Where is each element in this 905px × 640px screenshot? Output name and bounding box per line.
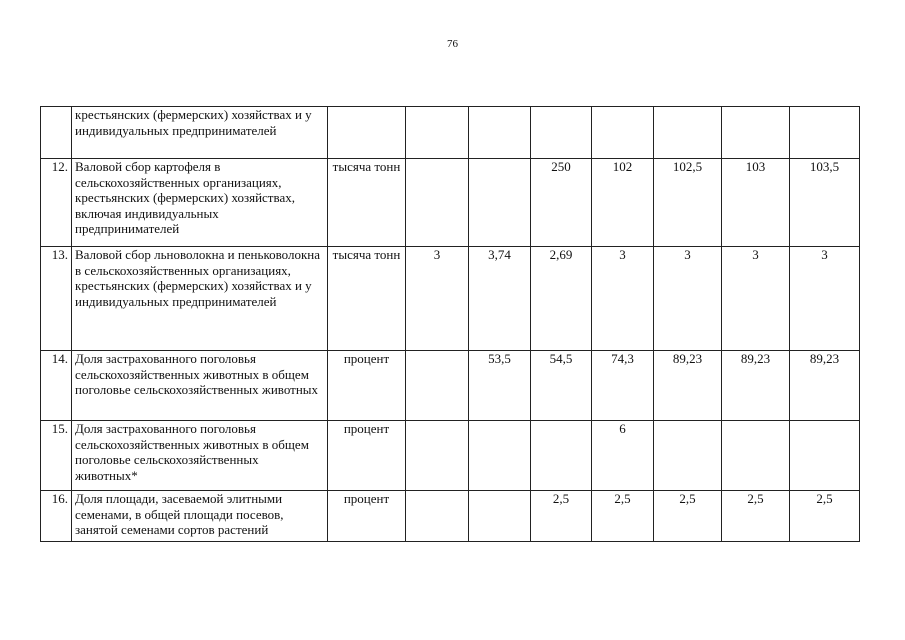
table-row: [41, 107, 860, 159]
value-cell: [469, 159, 531, 247]
value-cell: 2,5: [790, 491, 860, 542]
value-cell: 2,5: [722, 491, 790, 542]
value-cell: 102,5: [654, 159, 722, 247]
row-number: 14.: [41, 351, 72, 421]
value-cell: [406, 107, 469, 159]
indicator-name: Доля застрахованного поголовья сельскохозяйственных животных в общем поголовье сельскохозяйственных животных: [72, 351, 328, 421]
row-number: 13.: [41, 247, 72, 351]
value-cell: [406, 159, 469, 247]
value-cell: 89,23: [790, 351, 860, 421]
value-cell: 89,23: [654, 351, 722, 421]
table-row: [41, 421, 860, 491]
unit-cell: тысяча тонн: [328, 247, 406, 351]
value-cell: [790, 107, 860, 159]
value-cell: 74,3: [592, 351, 654, 421]
table-row: [41, 247, 860, 351]
table-row: [41, 491, 860, 542]
table-row: [41, 159, 860, 247]
value-cell: [469, 421, 531, 491]
row-number: 12.: [41, 159, 72, 247]
value-cell: 89,23: [722, 351, 790, 421]
unit-cell: процент: [328, 421, 406, 491]
page-number: 76: [447, 38, 458, 50]
indicator-name: Валовой сбор картофеля в сельскохозяйственных организациях, крестьянских (фермерских) хозяйствах, включая индивидуальных предпринимателей: [72, 159, 328, 247]
value-cell: [531, 107, 592, 159]
indicator-name: Доля застрахованного поголовья сельскохозяйственных животных в общем поголовье сельскохозяйственных животных*: [72, 421, 328, 491]
value-cell: [469, 107, 531, 159]
unit-cell: [328, 107, 406, 159]
value-cell: [406, 491, 469, 542]
value-cell: [406, 421, 469, 491]
value-cell: [722, 107, 790, 159]
row-number: 16.: [41, 491, 72, 542]
unit-cell: процент: [328, 491, 406, 542]
row-number: [41, 107, 72, 159]
value-cell: 3,74: [469, 247, 531, 351]
indicators-table: [40, 106, 860, 542]
value-cell: [654, 421, 722, 491]
value-cell: [592, 107, 654, 159]
value-cell: [722, 421, 790, 491]
value-cell: [654, 107, 722, 159]
value-cell: 103,5: [790, 159, 860, 247]
indicator-name: крестьянских (фермерских) хозяйствах и у индивидуальных предпринимателей: [72, 107, 328, 159]
value-cell: 6: [592, 421, 654, 491]
indicator-name: Доля площади, засеваемой элитными семенами, в общей площади посевов, занятой семенами сортов растений: [72, 491, 328, 542]
value-cell: [406, 351, 469, 421]
value-cell: 2,5: [592, 491, 654, 542]
value-cell: 3: [406, 247, 469, 351]
value-cell: [790, 421, 860, 491]
value-cell: 2,5: [654, 491, 722, 542]
indicator-name: Валовой сбор льноволокна и пеньковолокна в сельскохозяйственных организациях, крестьянских (фермерских) хозяйствах и у индивидуальных предпринимателей: [72, 247, 328, 351]
value-cell: 3: [790, 247, 860, 351]
table-row: [41, 351, 860, 421]
unit-cell: процент: [328, 351, 406, 421]
value-cell: 2,5: [531, 491, 592, 542]
value-cell: 3: [592, 247, 654, 351]
value-cell: 2,69: [531, 247, 592, 351]
value-cell: [469, 491, 531, 542]
value-cell: 102: [592, 159, 654, 247]
value-cell: 3: [654, 247, 722, 351]
value-cell: 53,5: [469, 351, 531, 421]
row-number: 15.: [41, 421, 72, 491]
value-cell: 250: [531, 159, 592, 247]
value-cell: 54,5: [531, 351, 592, 421]
unit-cell: тысяча тонн: [328, 159, 406, 247]
value-cell: 103: [722, 159, 790, 247]
value-cell: 3: [722, 247, 790, 351]
value-cell: [531, 421, 592, 491]
